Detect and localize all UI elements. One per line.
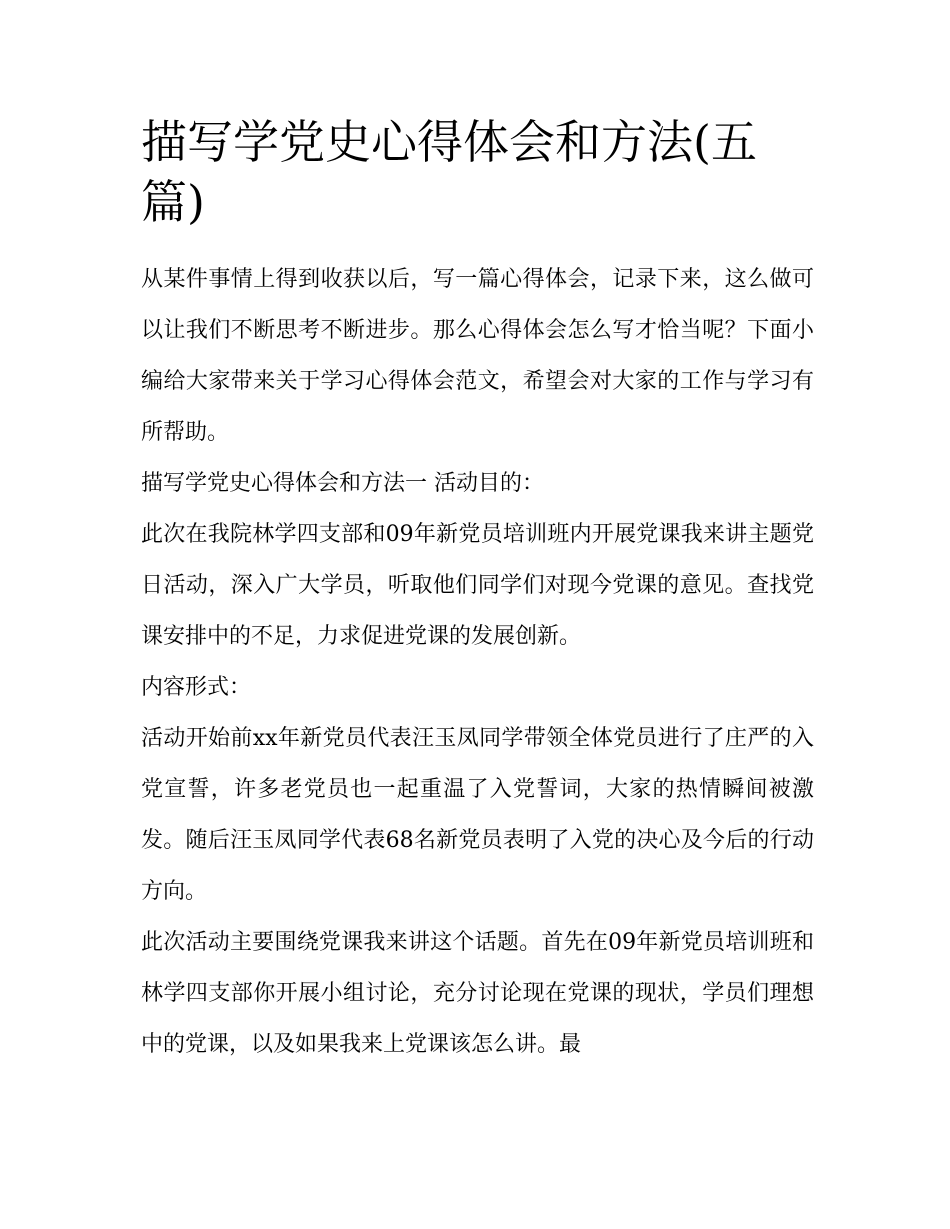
paragraph-intro: 从某件事情上得到收获以后，写一篇心得体会，记录下来，这么做可以让我们不断思考不断进步。那么心得体会怎么写才恰当呢？下面小编给大家带来关于学习心得体会范文，希望会对大家的工作与学习有所帮助。 — [141, 267, 814, 445]
paragraph-content-heading: 内容形式： — [141, 675, 252, 700]
document-title: 描写学党史心得体会和方法(五篇) — [141, 115, 757, 229]
paragraph-activity: 此次在我院林学四支部和09年新党员培训班内开展党课我来讲主题党日活动，深入广大学员，听取他们同学们对现今党课的意见。查找党课安排中的不足，力求促进党课的发展创新。 — [141, 522, 814, 649]
document-body — [141, 254, 814, 1070]
paragraph-oath: 活动开始前xx年新党员代表汪玉凤同学带领全体党员进行了庄严的入党宣誓，许多老党员也一起重温了入党誓词，大家的热情瞬间被激发。随后汪玉凤同学代表68名新党员表明了入党的决心及今后的行动方向。 — [141, 726, 814, 904]
paragraph-discussion: 此次活动主要围绕党课我来讲这个话题。首先在09年新党员培训班和林学四支部你开展小组讨论，充分讨论现在党课的现状，学员们理想中的党课，以及如果我来上党课该怎么讲。最 — [141, 930, 814, 1057]
paragraph-section-heading: 描写学党史心得体会和方法一 活动目的： — [141, 471, 544, 496]
